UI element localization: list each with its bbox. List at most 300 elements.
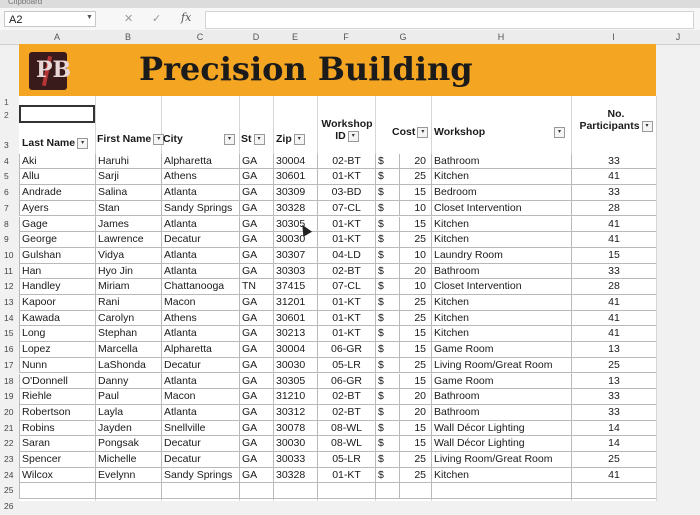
cell-part[interactable]: 13 xyxy=(571,374,656,390)
cell-part[interactable]: 41 xyxy=(571,232,656,248)
cell-workshop[interactable]: Living Room/Great Room xyxy=(431,358,571,374)
cell-wid[interactable]: 05-LR xyxy=(317,358,375,374)
table-row xyxy=(0,468,700,484)
row-header[interactable]: 25 xyxy=(4,485,14,496)
filter-dropdown-icon[interactable]: ▾ xyxy=(348,131,359,142)
cell-part[interactable]: 33 xyxy=(571,154,656,170)
cell-cost[interactable]: 15 xyxy=(399,217,431,233)
cell-last[interactable]: Gage xyxy=(19,217,95,233)
cell-city[interactable]: Atlanta xyxy=(161,264,239,280)
cell-last[interactable]: Wilcox xyxy=(19,468,95,484)
cell-cost[interactable]: 20 xyxy=(399,389,431,405)
filter-dropdown-icon[interactable]: ▾ xyxy=(642,121,653,132)
cell-city[interactable]: Alpharetta xyxy=(161,342,239,358)
cell-part[interactable]: 41 xyxy=(571,295,656,311)
cell-first[interactable]: Salina xyxy=(95,185,161,201)
cell-first[interactable]: Carolyn xyxy=(95,311,161,327)
row-header[interactable]: 16 xyxy=(4,344,14,355)
cell-cost[interactable]: 10 xyxy=(399,279,431,295)
cell-cur[interactable]: $ xyxy=(375,452,399,468)
cell-st[interactable]: GA xyxy=(239,452,273,468)
row-header-2[interactable]: 2 xyxy=(4,110,9,120)
cell-first[interactable]: Vidya xyxy=(95,248,161,264)
row-header[interactable]: 21 xyxy=(4,422,14,433)
top-strip xyxy=(0,0,700,8)
cancel-icon[interactable]: ✕ xyxy=(124,13,134,25)
cell-part[interactable]: 33 xyxy=(571,185,656,201)
cell-cur[interactable]: $ xyxy=(375,326,399,342)
cell-part[interactable]: 41 xyxy=(571,217,656,233)
cell-part[interactable]: 14 xyxy=(571,436,656,452)
cell-zip[interactable]: 30328 xyxy=(273,468,317,484)
cell-last[interactable]: Andrade xyxy=(19,185,95,201)
cell-city[interactable]: Decatur xyxy=(161,436,239,452)
filter-dropdown-icon[interactable]: ▾ xyxy=(417,127,428,138)
row-header-1[interactable]: 1 xyxy=(4,97,9,107)
cell-workshop[interactable]: Kitchen xyxy=(431,326,571,342)
cell-part[interactable]: 41 xyxy=(571,311,656,327)
cell-workshop[interactable]: Bathroom xyxy=(431,264,571,280)
cell-cost[interactable]: 15 xyxy=(399,342,431,358)
cell-cost[interactable]: 20 xyxy=(399,154,431,170)
cell-cur[interactable]: $ xyxy=(375,217,399,233)
cell-cur[interactable]: $ xyxy=(375,279,399,295)
cell-cur[interactable] xyxy=(375,499,399,515)
cell-cost[interactable]: 20 xyxy=(399,264,431,280)
cell-cost[interactable]: 15 xyxy=(399,436,431,452)
cell-workshop[interactable]: Kitchen xyxy=(431,295,571,311)
cell-st[interactable]: GA xyxy=(239,405,273,421)
cell-st[interactable]: GA xyxy=(239,468,273,484)
cell-zip[interactable]: 30004 xyxy=(273,154,317,170)
cell-wid[interactable]: 02-BT xyxy=(317,405,375,421)
cell-workshop[interactable]: Kitchen xyxy=(431,169,571,185)
cell-workshop[interactable]: Kitchen xyxy=(431,468,571,484)
cell-wid[interactable]: 01-KT xyxy=(317,217,375,233)
cell-cost[interactable]: 25 xyxy=(399,468,431,484)
cell-first[interactable]: James xyxy=(95,217,161,233)
cell-city[interactable]: Atlanta xyxy=(161,374,239,390)
cell-cost[interactable]: 25 xyxy=(399,452,431,468)
cell-first[interactable]: Sarji xyxy=(95,169,161,185)
cell-part[interactable]: 25 xyxy=(571,358,656,374)
cell-cur[interactable]: $ xyxy=(375,295,399,311)
row-header[interactable]: 18 xyxy=(4,375,14,386)
cell-first[interactable] xyxy=(95,499,161,515)
row-header[interactable]: 6 xyxy=(4,187,9,198)
cell-last[interactable]: George xyxy=(19,232,95,248)
cell-cur[interactable]: $ xyxy=(375,185,399,201)
cell-workshop[interactable]: Bathroom xyxy=(431,389,571,405)
cell-cur[interactable]: $ xyxy=(375,436,399,452)
cell-st[interactable]: GA xyxy=(239,217,273,233)
cell-zip[interactable]: 30328 xyxy=(273,201,317,217)
formula-input[interactable] xyxy=(205,11,694,29)
cell-first[interactable]: Stan xyxy=(95,201,161,217)
cell-cost[interactable]: 10 xyxy=(399,248,431,264)
table-row xyxy=(0,452,700,468)
table-row xyxy=(0,201,700,217)
cell-st[interactable]: GA xyxy=(239,389,273,405)
cell-st[interactable]: GA xyxy=(239,358,273,374)
cell-st[interactable]: GA xyxy=(239,264,273,280)
cell-zip[interactable]: 30601 xyxy=(273,311,317,327)
cell-st[interactable]: TN xyxy=(239,279,273,295)
cell-part[interactable]: 25 xyxy=(571,452,656,468)
cell-st[interactable] xyxy=(239,483,273,499)
cell-first[interactable]: Haruhi xyxy=(95,154,161,170)
cell-first[interactable]: Michelle xyxy=(95,452,161,468)
cell-wid[interactable]: 01-KT xyxy=(317,169,375,185)
cell-last[interactable]: Long xyxy=(19,326,95,342)
cell-wid[interactable]: 01-KT xyxy=(317,326,375,342)
cell-st[interactable] xyxy=(239,499,273,515)
cell-city[interactable]: Athens xyxy=(161,169,239,185)
cell-city[interactable]: Atlanta xyxy=(161,326,239,342)
row-header[interactable]: 24 xyxy=(4,469,14,480)
row-header[interactable]: 15 xyxy=(4,328,14,339)
cell-city[interactable]: Atlanta xyxy=(161,185,239,201)
cell-workshop[interactable]: Living Room/Great Room xyxy=(431,452,571,468)
cell-cost[interactable] xyxy=(399,499,431,515)
cell-last[interactable]: Riehle xyxy=(19,389,95,405)
row-header[interactable]: 7 xyxy=(4,202,9,213)
cell-part[interactable]: 33 xyxy=(571,389,656,405)
table-row xyxy=(0,169,700,185)
cell-workshop[interactable]: Bathroom xyxy=(431,405,571,421)
cell-st[interactable]: GA xyxy=(239,374,273,390)
cell-cost[interactable]: 25 xyxy=(399,232,431,248)
cell-part[interactable]: 41 xyxy=(571,326,656,342)
cell-last[interactable]: Allu xyxy=(19,169,95,185)
cell-city[interactable]: Decatur xyxy=(161,452,239,468)
cell-workshop[interactable]: Game Room xyxy=(431,342,571,358)
cell-part[interactable]: 28 xyxy=(571,201,656,217)
cell-zip[interactable]: 30312 xyxy=(273,405,317,421)
cell-part[interactable]: 41 xyxy=(571,468,656,484)
cell-part[interactable] xyxy=(571,483,656,499)
cell-st[interactable]: GA xyxy=(239,169,273,185)
cell-zip[interactable]: 30030 xyxy=(273,436,317,452)
cell-zip[interactable]: 30030 xyxy=(273,358,317,374)
cell-st[interactable]: GA xyxy=(239,185,273,201)
cell-workshop[interactable]: Bathroom xyxy=(431,154,571,170)
cell-first[interactable]: Paul xyxy=(95,389,161,405)
cell-first[interactable]: Danny xyxy=(95,374,161,390)
cell-wid[interactable]: 07-CL xyxy=(317,279,375,295)
row-header[interactable]: 26 xyxy=(4,501,14,512)
table-row xyxy=(0,138,700,154)
filter-dropdown-icon[interactable]: ▾ xyxy=(77,138,88,149)
cell-zip[interactable]: 30030 xyxy=(273,232,317,248)
cell-cost[interactable]: 15 xyxy=(399,185,431,201)
cell-wid[interactable]: 06-GR xyxy=(317,374,375,390)
cell-zip[interactable]: 30601 xyxy=(273,169,317,185)
cell-last[interactable]: Kapoor xyxy=(19,295,95,311)
cell-cur[interactable]: $ xyxy=(375,421,399,437)
cell-wid[interactable]: 01-KT xyxy=(317,232,375,248)
cell-part[interactable]: 28 xyxy=(571,279,656,295)
cell-zip[interactable]: 30213 xyxy=(273,326,317,342)
cell-zip[interactable]: 37415 xyxy=(273,279,317,295)
function-icon[interactable]: fx xyxy=(181,11,192,24)
column-header-j[interactable]: J xyxy=(675,32,681,42)
cell-city[interactable]: Sandy Springs xyxy=(161,468,239,484)
cell-cost[interactable]: 25 xyxy=(399,169,431,185)
cell-wid[interactable]: 03-BD xyxy=(317,185,375,201)
cell-first[interactable]: LaShonda xyxy=(95,358,161,374)
cell-city[interactable]: Decatur xyxy=(161,232,239,248)
cell-wid[interactable]: 01-KT xyxy=(317,295,375,311)
cell-city[interactable]: Alpharetta xyxy=(161,154,239,170)
cell-cost[interactable]: 15 xyxy=(399,374,431,390)
cell-zip[interactable] xyxy=(273,499,317,515)
cell-city[interactable]: Athens xyxy=(161,311,239,327)
cell-zip[interactable] xyxy=(273,483,317,499)
row-header[interactable]: 13 xyxy=(4,297,14,307)
cell-last[interactable] xyxy=(19,499,95,515)
cell-city[interactable]: Snellville xyxy=(161,421,239,437)
cell-wid[interactable]: 01-KT xyxy=(317,311,375,327)
cell-wid[interactable]: 05-LR xyxy=(317,452,375,468)
cell-st[interactable]: GA xyxy=(239,232,273,248)
cell-city[interactable] xyxy=(161,499,239,515)
cell-part[interactable]: 33 xyxy=(571,405,656,421)
cell-part[interactable]: 13 xyxy=(571,342,656,358)
header-zip-label: Zip xyxy=(276,133,292,145)
selected-cell-a2[interactable] xyxy=(19,105,95,123)
cell-workshop[interactable]: Game Room xyxy=(431,374,571,390)
column-header-row xyxy=(0,30,700,45)
cell-first[interactable]: Lawrence xyxy=(95,232,161,248)
column-header-i[interactable]: I xyxy=(612,32,615,42)
cell-zip[interactable]: 31201 xyxy=(273,295,317,311)
cell-part[interactable]: 15 xyxy=(571,248,656,264)
column-header-a[interactable]: A xyxy=(53,32,60,42)
cell-cur[interactable]: $ xyxy=(375,264,399,280)
cell-part[interactable]: 33 xyxy=(571,264,656,280)
cell-city[interactable]: Decatur xyxy=(161,358,239,374)
header-participants[interactable] xyxy=(578,108,654,132)
cell-workshop[interactable]: Kitchen xyxy=(431,217,571,233)
cell-wid[interactable]: 01-KT xyxy=(317,468,375,484)
row-header[interactable]: 9 xyxy=(4,234,9,245)
cell-first[interactable] xyxy=(95,483,161,499)
cell-cur[interactable]: $ xyxy=(375,405,399,421)
cell-cost[interactable]: 20 xyxy=(399,405,431,421)
cell-workshop[interactable]: Laundry Room xyxy=(431,248,571,264)
filter-dropdown-icon[interactable]: ▾ xyxy=(153,134,164,145)
filter-dropdown-icon[interactable]: ▾ xyxy=(224,134,235,145)
cell-cur[interactable]: $ xyxy=(375,169,399,185)
chevron-down-icon[interactable]: ▼ xyxy=(86,14,93,21)
cell-cur[interactable]: $ xyxy=(375,342,399,358)
cell-st[interactable]: GA xyxy=(239,436,273,452)
cell-first[interactable]: Evelynn xyxy=(95,468,161,484)
cell-cur[interactable]: $ xyxy=(375,389,399,405)
cell-first[interactable]: Hyo Jin xyxy=(95,264,161,280)
filter-dropdown-icon[interactable]: ▾ xyxy=(254,134,265,145)
cell-cur[interactable]: $ xyxy=(375,311,399,327)
cell-wid[interactable]: 02-BT xyxy=(317,389,375,405)
cell-last[interactable]: Robertson xyxy=(19,405,95,421)
header-cost[interactable] xyxy=(392,126,428,138)
cell-first[interactable]: Layla xyxy=(95,405,161,421)
cell-workshop[interactable] xyxy=(431,499,571,515)
banner xyxy=(19,44,656,96)
cell-cur[interactable]: $ xyxy=(375,154,399,170)
row-header[interactable]: 17 xyxy=(4,359,14,370)
cell-wid[interactable]: 08-WL xyxy=(317,421,375,437)
cell-st[interactable]: GA xyxy=(239,421,273,437)
cell-zip[interactable]: 30303 xyxy=(273,264,317,280)
cell-st[interactable]: GA xyxy=(239,201,273,217)
cell-first[interactable]: Marcella xyxy=(95,342,161,358)
cell-zip[interactable]: 30307 xyxy=(273,248,317,264)
table-row xyxy=(0,374,700,390)
row-header[interactable]: 8 xyxy=(4,218,9,229)
cell-workshop[interactable]: Kitchen xyxy=(431,311,571,327)
cell-cost[interactable]: 25 xyxy=(399,295,431,311)
cell-st[interactable]: GA xyxy=(239,295,273,311)
column-header-f[interactable]: F xyxy=(343,32,349,42)
cell-last[interactable] xyxy=(19,483,95,499)
column-header-d[interactable]: D xyxy=(252,32,260,42)
table-row xyxy=(0,358,700,374)
cell-wid[interactable]: 02-BT xyxy=(317,154,375,170)
cell-st[interactable]: GA xyxy=(239,311,273,327)
cell-cur[interactable] xyxy=(375,483,399,499)
cell-first[interactable]: Jayden xyxy=(95,421,161,437)
cell-city[interactable]: Sandy Springs xyxy=(161,201,239,217)
cell-cost[interactable]: 15 xyxy=(399,421,431,437)
cell-first[interactable]: Miriam xyxy=(95,279,161,295)
cell-cur[interactable]: $ xyxy=(375,358,399,374)
cell-last[interactable]: Nunn xyxy=(19,358,95,374)
row-header[interactable]: 10 xyxy=(4,249,14,260)
cell-cur[interactable]: $ xyxy=(375,248,399,264)
cell-first[interactable]: Pongsak xyxy=(95,436,161,452)
table-row xyxy=(0,421,700,437)
cell-cost[interactable]: 15 xyxy=(399,326,431,342)
row-header[interactable]: 3 xyxy=(4,140,9,150)
row-header[interactable]: 23 xyxy=(4,454,14,464)
filter-dropdown-icon[interactable]: ▾ xyxy=(554,127,565,138)
cell-workshop[interactable]: Kitchen xyxy=(431,232,571,248)
cell-part[interactable]: 41 xyxy=(571,169,656,185)
cell-wid[interactable]: 04-LD xyxy=(317,248,375,264)
cell-last[interactable]: Aki xyxy=(19,154,95,170)
row-header[interactable]: 4 xyxy=(4,155,9,166)
cell-wid[interactable]: 06-GR xyxy=(317,342,375,358)
cell-part[interactable] xyxy=(571,499,656,515)
cell-city[interactable]: Atlanta xyxy=(161,405,239,421)
header-cost-label: Cost xyxy=(392,126,416,138)
cell-city[interactable]: Chattanooga xyxy=(161,279,239,295)
cell-wid[interactable] xyxy=(317,499,375,515)
cell-st[interactable]: GA xyxy=(239,248,273,264)
cell-last[interactable]: Ayers xyxy=(19,201,95,217)
name-box[interactable]: A2 xyxy=(4,11,96,27)
column-header-e[interactable]: E xyxy=(291,32,298,42)
cell-cost[interactable]: 25 xyxy=(399,311,431,327)
cell-st[interactable]: GA xyxy=(239,154,273,170)
cell-wid[interactable]: 07-CL xyxy=(317,201,375,217)
cell-workshop[interactable]: Wall Décor Lighting xyxy=(431,421,571,437)
row-header[interactable]: 11 xyxy=(4,265,13,276)
cell-zip[interactable]: 30305 xyxy=(273,374,317,390)
cell-last[interactable]: Kawada xyxy=(19,311,95,327)
row-header[interactable]: 19 xyxy=(4,391,14,402)
row-header[interactable]: 20 xyxy=(4,406,14,417)
cell-last[interactable]: O'Donnell xyxy=(19,374,95,390)
cell-last[interactable]: Gulshan xyxy=(19,248,95,264)
filter-dropdown-icon[interactable]: ▾ xyxy=(294,134,305,145)
cell-workshop[interactable] xyxy=(431,483,571,499)
cell-city[interactable]: Macon xyxy=(161,389,239,405)
cell-city[interactable]: Macon xyxy=(161,295,239,311)
cell-first[interactable]: Stephan xyxy=(95,326,161,342)
cell-city[interactable]: Atlanta xyxy=(161,217,239,233)
column-header-b[interactable]: B xyxy=(124,32,131,42)
cell-cost[interactable] xyxy=(399,483,431,499)
cell-zip[interactable]: 30004 xyxy=(273,342,317,358)
cell-part[interactable]: 14 xyxy=(571,421,656,437)
cell-zip[interactable]: 30309 xyxy=(273,185,317,201)
confirm-icon[interactable]: ✓ xyxy=(152,13,162,25)
cell-city[interactable]: Atlanta xyxy=(161,248,239,264)
cell-cur[interactable]: $ xyxy=(375,201,399,217)
cell-last[interactable]: Robins xyxy=(19,421,95,437)
table-row xyxy=(0,232,700,248)
row-header[interactable]: 22 xyxy=(4,438,14,449)
row-header[interactable]: 14 xyxy=(4,312,14,323)
column-header-h[interactable]: H xyxy=(497,32,505,42)
cell-cur[interactable]: $ xyxy=(375,374,399,390)
cell-last[interactable]: Spencer xyxy=(19,452,95,468)
cell-st[interactable]: GA xyxy=(239,326,273,342)
cell-last[interactable]: Saran xyxy=(19,436,95,452)
cell-zip[interactable]: 30033 xyxy=(273,452,317,468)
row-header[interactable]: 12 xyxy=(4,281,14,292)
cell-workshop[interactable]: Closet Intervention xyxy=(431,201,571,217)
cell-wid[interactable]: 08-WL xyxy=(317,436,375,452)
cell-last[interactable]: Han xyxy=(19,264,95,280)
cell-city[interactable] xyxy=(161,483,239,499)
cell-zip[interactable]: 31210 xyxy=(273,389,317,405)
cell-wid[interactable] xyxy=(317,483,375,499)
cell-workshop[interactable]: Wall Décor Lighting xyxy=(431,436,571,452)
cell-last[interactable]: Lopez xyxy=(19,342,95,358)
cell-cur[interactable]: $ xyxy=(375,232,399,248)
cell-zip[interactable]: 30305 xyxy=(273,217,317,233)
cell-workshop[interactable]: Closet Intervention xyxy=(431,279,571,295)
column-header-g[interactable]: G xyxy=(399,32,407,42)
cell-zip[interactable]: 30078 xyxy=(273,421,317,437)
cell-cost[interactable]: 25 xyxy=(399,358,431,374)
row-header[interactable]: 5 xyxy=(4,171,9,182)
cell-workshop[interactable]: Bedroom xyxy=(431,185,571,201)
cell-first[interactable]: Rani xyxy=(95,295,161,311)
cell-st[interactable]: GA xyxy=(239,342,273,358)
cell-cur[interactable]: $ xyxy=(375,468,399,484)
cell-last[interactable]: Handley xyxy=(19,279,95,295)
page-title: Precision Building xyxy=(139,50,473,88)
header-workshop[interactable] xyxy=(434,126,569,138)
cell-wid[interactable]: 02-BT xyxy=(317,264,375,280)
cell-cost[interactable]: 10 xyxy=(399,201,431,217)
column-header-c[interactable]: C xyxy=(196,32,204,42)
